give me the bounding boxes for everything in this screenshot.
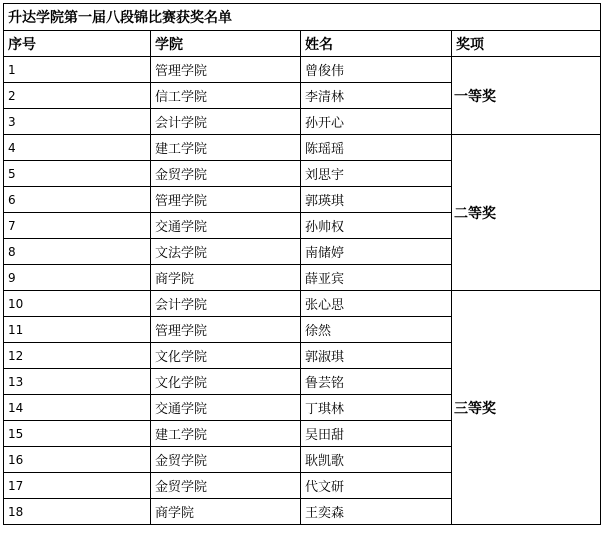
row-name: 孙开心 xyxy=(301,109,452,135)
row-index: 13 xyxy=(4,369,151,395)
row-name: 曾俊伟 xyxy=(301,57,452,83)
row-index: 4 xyxy=(4,135,151,161)
row-college: 会计学院 xyxy=(151,109,301,135)
row-college: 建工学院 xyxy=(151,421,301,447)
row-index: 3 xyxy=(4,109,151,135)
table-body xyxy=(4,4,601,525)
row-index: 1 xyxy=(4,57,151,83)
row-college: 管理学院 xyxy=(151,57,301,83)
row-college: 文法学院 xyxy=(151,239,301,265)
award-cell: 一等奖 xyxy=(452,57,601,135)
row-college: 文化学院 xyxy=(151,369,301,395)
row-index: 2 xyxy=(4,83,151,109)
row-name: 代文研 xyxy=(301,473,452,499)
row-name: 张心思 xyxy=(301,291,452,317)
row-college: 管理学院 xyxy=(151,187,301,213)
title-row xyxy=(4,4,601,31)
row-index: 8 xyxy=(4,239,151,265)
award-cell: 三等奖 xyxy=(452,291,601,525)
row-name: 李清林 xyxy=(301,83,452,109)
row-college: 会计学院 xyxy=(151,291,301,317)
row-college: 交通学院 xyxy=(151,213,301,239)
table-row xyxy=(4,291,601,317)
row-index: 10 xyxy=(4,291,151,317)
row-name: 吴田甜 xyxy=(301,421,452,447)
row-college: 管理学院 xyxy=(151,317,301,343)
row-college: 建工学院 xyxy=(151,135,301,161)
row-index: 7 xyxy=(4,213,151,239)
header-row xyxy=(4,31,601,57)
table-title: 升达学院第一届八段锦比赛获奖名单 xyxy=(4,4,601,31)
row-index: 17 xyxy=(4,473,151,499)
row-college: 文化学院 xyxy=(151,343,301,369)
column-header-name: 姓名 xyxy=(301,31,452,57)
row-index: 5 xyxy=(4,161,151,187)
row-name: 陈瑶瑶 xyxy=(301,135,452,161)
row-college: 商学院 xyxy=(151,265,301,291)
row-name: 徐然 xyxy=(301,317,452,343)
row-college: 交通学院 xyxy=(151,395,301,421)
column-header-college: 学院 xyxy=(151,31,301,57)
award-list-table xyxy=(3,3,601,525)
row-name: 刘思宇 xyxy=(301,161,452,187)
award-list-sheet xyxy=(3,3,600,525)
row-name: 丁琪林 xyxy=(301,395,452,421)
row-college: 金贸学院 xyxy=(151,161,301,187)
row-index: 15 xyxy=(4,421,151,447)
row-index: 16 xyxy=(4,447,151,473)
row-index: 11 xyxy=(4,317,151,343)
row-name: 王奕森 xyxy=(301,499,452,525)
column-header-award: 奖项 xyxy=(452,31,601,57)
row-college: 信工学院 xyxy=(151,83,301,109)
row-index: 9 xyxy=(4,265,151,291)
column-header-index: 序号 xyxy=(4,31,151,57)
row-name: 孙帅权 xyxy=(301,213,452,239)
row-name: 鲁芸铭 xyxy=(301,369,452,395)
row-name: 薛亚宾 xyxy=(301,265,452,291)
row-index: 12 xyxy=(4,343,151,369)
row-name: 南储婷 xyxy=(301,239,452,265)
table-row xyxy=(4,135,601,161)
row-name: 郭瑛琪 xyxy=(301,187,452,213)
row-college: 商学院 xyxy=(151,499,301,525)
row-college: 金贸学院 xyxy=(151,473,301,499)
row-name: 耿凯歌 xyxy=(301,447,452,473)
row-name: 郭淑琪 xyxy=(301,343,452,369)
row-index: 14 xyxy=(4,395,151,421)
row-college: 金贸学院 xyxy=(151,447,301,473)
row-index: 6 xyxy=(4,187,151,213)
row-index: 18 xyxy=(4,499,151,525)
table-row xyxy=(4,57,601,83)
award-cell: 二等奖 xyxy=(452,135,601,291)
